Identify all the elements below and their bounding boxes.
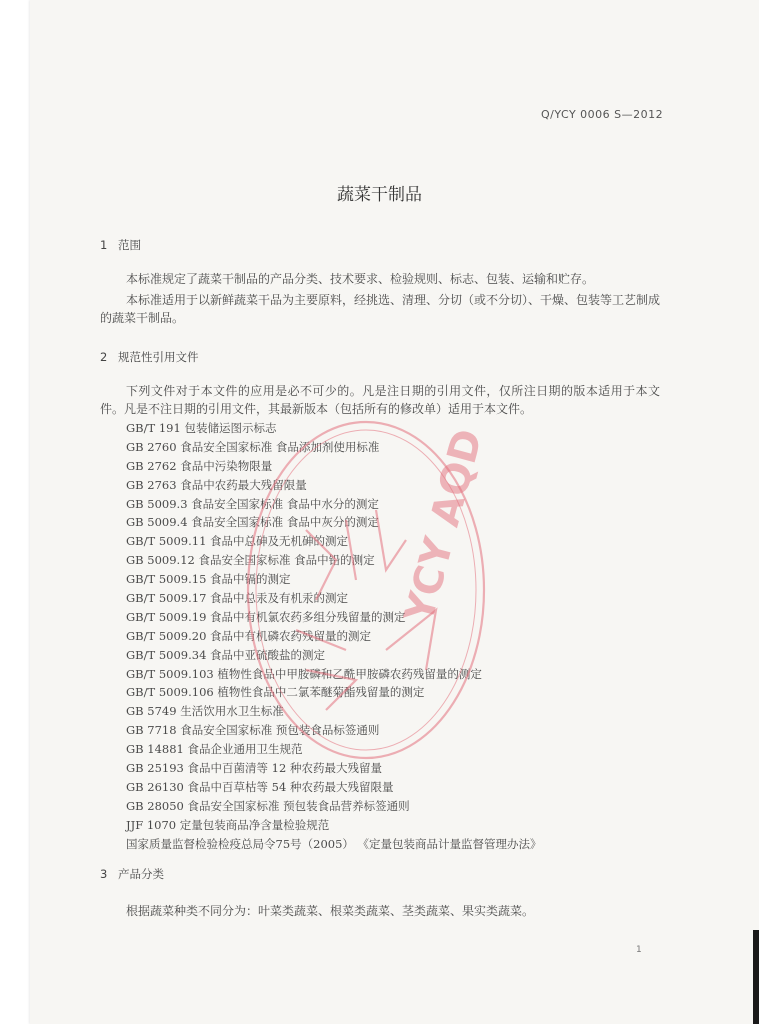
document-code: Q/YCY 0006 S—2012 [541,108,664,121]
reference-item: GB/T 5009.20 食品中有机磷农药残留量的测定 [126,628,372,643]
section-3-heading [100,866,164,882]
reference-item: GB/T 5009.103 植物性食品中甲胺磷和乙酰甲胺磷农药残留量的测定 [126,666,482,681]
reference-item: GB 5009.3 食品安全国家标准 食品中水分的测定 [126,496,379,511]
section-2-number: 2 [100,350,108,364]
document-title: 蔬菜干制品 [337,185,422,205]
section-3-paragraph-1: 根据蔬菜种类不同分为：叶菜类蔬菜、根菜类蔬菜、茎类蔬菜、果实类蔬菜。 [126,904,535,918]
reference-item: GB 2763 食品中农药最大残留限量 [126,477,307,492]
reference-item: GB/T 5009.106 植物性食品中二氯苯醚菊酯残留量的测定 [126,685,425,700]
section-1-heading [100,237,141,253]
reference-item: GB/T 5009.19 食品中有机氯农药多组分残留量的测定 [126,609,406,624]
section-1-title: 范围 [118,238,141,252]
reference-item: GB 2760 食品安全国家标准 食品添加剂使用标准 [126,439,380,454]
section-3-number: 3 [100,867,108,881]
reference-item: GB 5009.12 食品安全国家标准 食品中铅的测定 [126,553,375,568]
reference-item: JJF 1070 定量包装商品净含量检验规范 [126,817,330,832]
reference-item: GB 7718 食品安全国家标准 预包装食品标签通则 [126,723,380,738]
section-2-heading [100,349,199,365]
reference-item: GB 5749 生活饮用水卫生标准 [126,704,284,719]
reference-item: GB 5009.4 食品安全国家标准 食品中灰分的测定 [126,515,379,530]
reference-item: GB/T 5009.11 食品中总砷及无机砷的测定 [126,534,349,549]
reference-item: GB 28050 食品安全国家标准 预包装食品营养标签通则 [126,798,410,813]
reference-item: GB/T 5009.17 食品中总汞及有机汞的测定 [126,591,349,606]
section-2-title: 规范性引用文件 [118,350,199,364]
stamp-text: YCY AQD [396,424,492,628]
reference-item: GB 25193 食品中百菌清等 12 种农药最大残留量 [126,761,382,776]
section-2-intro: 下列文件对于本文件的应用是必不可少的。凡是注日期的引用文件，仅所注日期的版本适用于本文件。凡是不注日期的引用文件，其最新版本（包括所有的修改单）适用于本文件。 [100,384,660,416]
reference-item: GB/T 5009.15 食品中镉的测定 [126,572,291,587]
section-1-number: 1 [100,238,108,252]
reference-item: GB/T 5009.34 食品中亚硫酸盐的测定 [126,647,326,662]
reference-item: GB 2762 食品中污染物限量 [126,458,273,473]
section-3-title: 产品分类 [118,867,164,881]
scan-edge-shadow [753,930,759,1024]
reference-item: 国家质量监督检验检疫总局令75号（2005） 《定量包装商品计量监督管理办法》 [126,836,542,851]
page-number: 1 [636,945,642,955]
normative-reference-list [126,419,542,853]
section-1-paragraph-2: 本标准适用于以新鲜蔬菜干品为主要原料，经挑选、清理、分切（或不分切）、干燥、包装等工艺制成的蔬菜干制品。 [100,293,661,325]
reference-item: GB/T 191 包装储运图示标志 [126,421,277,435]
section-1-paragraph-1: 本标准规定了蔬菜干制品的产品分类、技术要求、检验规则、标志、包装、运输和贮存。 [126,272,595,286]
reference-item: GB 26130 食品中百草枯等 54 种农药最大残留限量 [126,779,394,794]
reference-item: GB 14881 食品企业通用卫生规范 [126,742,303,757]
